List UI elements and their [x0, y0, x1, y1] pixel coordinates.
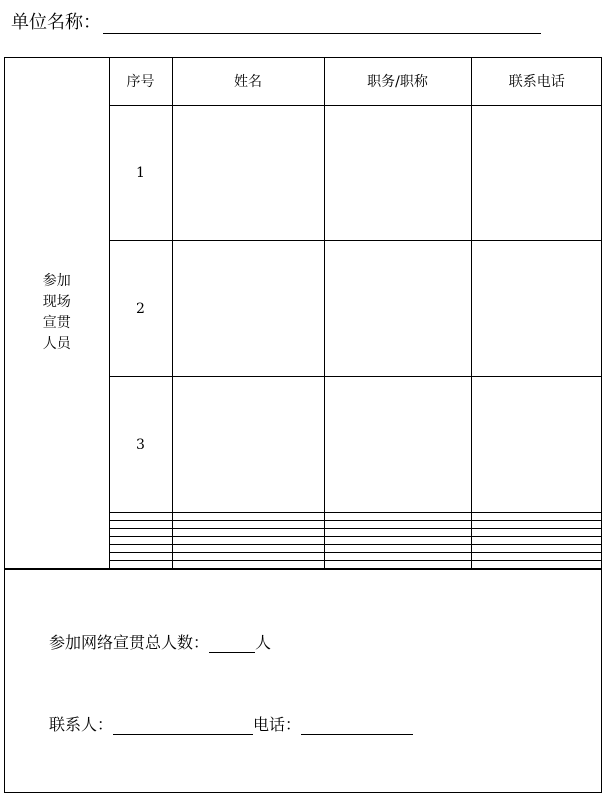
- attendee-table: [5, 58, 602, 569]
- position-cell[interactable]: [324, 560, 471, 568]
- phone-cell[interactable]: [471, 536, 602, 544]
- name-cell[interactable]: [172, 521, 324, 529]
- position-cell[interactable]: [324, 552, 471, 560]
- online-total-field[interactable]: [209, 634, 255, 653]
- position-cell[interactable]: [324, 521, 471, 529]
- position-cell[interactable]: [324, 105, 471, 241]
- seq-cell: [109, 521, 172, 529]
- group-label-line: 人员: [42, 336, 71, 352]
- contact-line: [49, 712, 413, 735]
- group-label-line: 参加: [42, 273, 71, 289]
- position-cell[interactable]: [324, 241, 471, 377]
- phone-label: 电话：: [253, 715, 302, 734]
- seq-cell: 2: [109, 241, 172, 377]
- online-total-unit: 人: [255, 633, 272, 652]
- summary-section: [5, 569, 602, 793]
- name-cell[interactable]: [172, 529, 324, 537]
- seq-cell: [109, 529, 172, 537]
- position-cell[interactable]: [324, 513, 471, 521]
- name-cell[interactable]: [172, 536, 324, 544]
- phone-cell[interactable]: [471, 529, 602, 537]
- name-cell[interactable]: [172, 377, 324, 513]
- unit-name-label: 单位名称：: [11, 12, 101, 33]
- phone-cell[interactable]: [471, 521, 602, 529]
- phone-cell[interactable]: [471, 560, 602, 568]
- phone-cell[interactable]: [471, 377, 602, 513]
- onsite-attendees-label: [5, 58, 109, 569]
- registration-form: [4, 57, 602, 793]
- position-cell[interactable]: [324, 536, 471, 544]
- phone-field[interactable]: [301, 716, 413, 735]
- header-name: 姓名: [172, 58, 324, 105]
- name-cell[interactable]: [172, 560, 324, 568]
- seq-cell: [109, 552, 172, 560]
- phone-cell[interactable]: [471, 105, 602, 241]
- header-phone: 联系电话: [471, 58, 602, 105]
- group-label-line: 现场: [42, 294, 71, 310]
- seq-cell: 1: [109, 105, 172, 241]
- contact-label: 联系人：: [49, 715, 114, 734]
- phone-cell[interactable]: [471, 513, 602, 521]
- seq-cell: 3: [109, 377, 172, 513]
- phone-cell[interactable]: [471, 544, 602, 552]
- unit-name-field[interactable]: [103, 13, 541, 34]
- phone-cell[interactable]: [471, 241, 602, 377]
- contact-field[interactable]: [113, 716, 253, 735]
- group-label-line: 宣贯: [42, 315, 71, 331]
- name-cell[interactable]: [172, 105, 324, 241]
- online-total-line: [49, 630, 271, 653]
- seq-cell: [109, 560, 172, 568]
- name-cell[interactable]: [172, 241, 324, 377]
- position-cell[interactable]: [324, 544, 471, 552]
- seq-cell: [109, 513, 172, 521]
- name-cell[interactable]: [172, 513, 324, 521]
- table-header-row: [5, 58, 602, 105]
- phone-cell[interactable]: [471, 552, 602, 560]
- online-total-label: 参加网络宣贯总人数：: [49, 633, 210, 652]
- name-cell[interactable]: [172, 552, 324, 560]
- header-seq: 序号: [109, 58, 172, 105]
- header-position: 职务/职称: [324, 58, 471, 105]
- seq-cell: [109, 536, 172, 544]
- seq-cell: [109, 544, 172, 552]
- position-cell[interactable]: [324, 529, 471, 537]
- unit-name-line: [11, 8, 541, 34]
- name-cell[interactable]: [172, 544, 324, 552]
- position-cell[interactable]: [324, 377, 471, 513]
